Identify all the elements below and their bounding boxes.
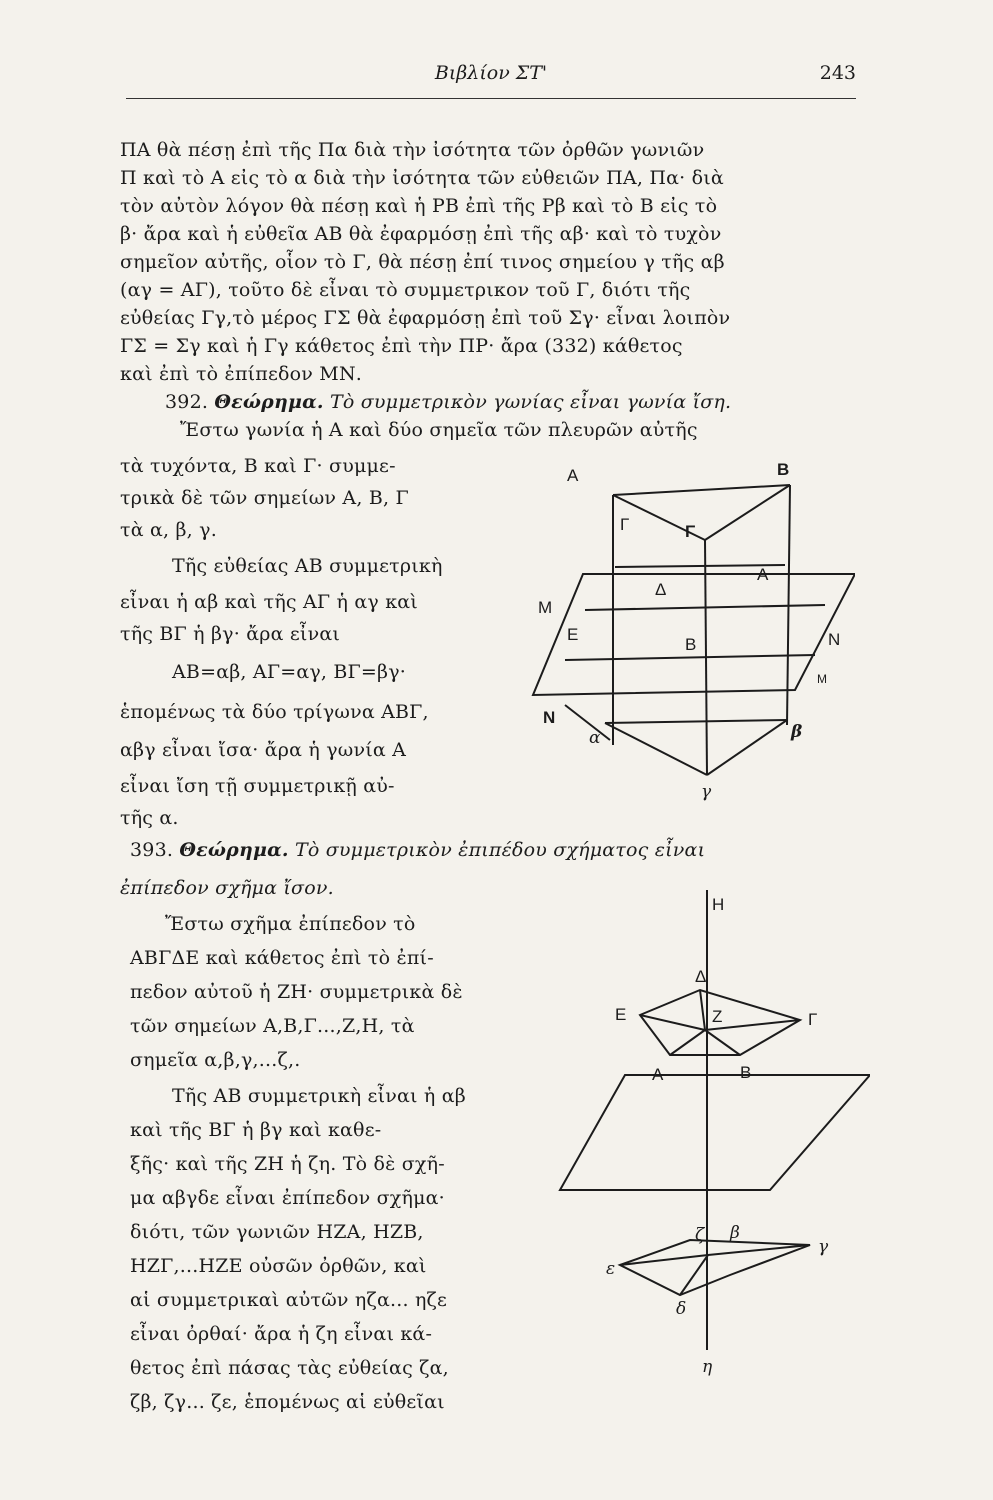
text-line: τὰ τυχόντα, Β καὶ Γ· συμμε- — [120, 455, 396, 477]
text-line: καὶ ἐπὶ τὸ ἐπίπεδον ΜΝ. — [120, 363, 363, 385]
text-line: εἶναι ἡ αβ καὶ τῆς ΑΓ ἡ αγ καὶ — [120, 591, 418, 613]
text-line: τῆς ΒΓ ἡ βγ· ἄρα εἶναι — [120, 623, 340, 645]
label-A: A — [567, 466, 579, 485]
theorem-statement: Τὸ συμμετρικὸν γωνίας εἶναι γωνία ἴση. — [330, 391, 732, 413]
text-line: Ἔστω γωνία ἡ Α καὶ δύο σημεῖα τῶν πλευρῶν αὐτῆς — [180, 419, 698, 441]
label-Alpha-small: Α — [757, 565, 769, 584]
label-Z: Z — [712, 1007, 723, 1026]
text-line: Τῆς ΑΒ συμμετρικὴ εἶναι ἡ αβ — [172, 1085, 466, 1107]
text-line: ξῆς· καὶ τῆς ΖΗ ἡ ζη. Τὸ δὲ σχῆ- — [130, 1153, 445, 1175]
label-N: N — [828, 630, 841, 649]
spoke-za — [670, 1030, 705, 1055]
label-A: A — [652, 1065, 664, 1084]
text-line: ἑπομένως τὰ δύο τρίγωνα ΑΒΓ, — [120, 701, 429, 723]
label-M-lower: M — [817, 672, 827, 686]
label-H: H — [712, 895, 725, 914]
label-B: B — [740, 1063, 752, 1082]
text-line: μα αβγδε εἶναι ἐπίπεδον σχῆμα· — [130, 1187, 445, 1209]
text-line: διότι, τῶν γωνιῶν ΗΖΑ, ΗΖΒ, — [130, 1221, 424, 1243]
text-line: ΗΖΓ,...ΗΖΕ οὐσῶν ὀρθῶν, καὶ — [130, 1255, 427, 1277]
text-line: (αγ = ΑΓ), τοῦτο δὲ εἶναι τὸ συμμετρικον τοῦ Γ, διότι τῆς — [120, 279, 691, 301]
text-line: τῶν σημείων Α,Β,Γ...,Ζ,Η, τὰ — [130, 1015, 415, 1037]
label-gamma: γ — [701, 782, 712, 802]
label-Gamma-small: Γ — [620, 515, 630, 534]
figure-symmetric-angle — [525, 455, 855, 815]
label-alpha: α — [589, 728, 601, 748]
header-rule — [126, 98, 856, 99]
diag-1 — [565, 705, 610, 740]
label-B: B — [777, 460, 790, 479]
text-line: εὐθείας Γγ,τὸ μέρος ΓΣ θὰ ἐφαρμόσῃ ἐπὶ τοῦ Σγ· εἶναι λοιπὸν — [120, 307, 731, 329]
text-line: τὸν αὐτὸν λόγον θὰ πέσῃ καὶ ἡ ΡΒ ἐπὶ τῆς Ρβ καὶ τὸ Β εἰς τὸ — [120, 195, 718, 217]
figure-symmetric-plane-figure — [540, 890, 870, 1390]
page-number: 243 — [819, 62, 856, 84]
text-line: τρικὰ δὲ τῶν σημείων Α, Β, Γ — [120, 487, 409, 509]
text-line: β· ἄρα καὶ ἡ εὐθεῖα ΑΒ θὰ ἐφαρμόσῃ ἐπὶ τῆς αβ· καὶ τὸ τυχὸν — [120, 223, 722, 245]
lower-triangle-bg — [707, 720, 787, 775]
theorem-label: Θεώρημα. — [214, 391, 324, 413]
plane-outline — [560, 1075, 870, 1190]
theorem-number: 393. — [130, 839, 174, 861]
text-line: Τῆς εὐθείας ΑΒ συμμετρικὴ — [172, 555, 443, 577]
text-line: αβγ εἶναι ἴσα· ἄρα ἡ γωνία Α — [120, 739, 407, 761]
label-zeta: ζ — [695, 1225, 705, 1245]
label-epsilon: ε — [606, 1259, 616, 1279]
text-line: σημεῖα α,β,γ,...ζ,. — [130, 1049, 301, 1071]
lower-triangle-ab — [605, 720, 787, 723]
text-line: ΑΒ=αβ, ΑΓ=αγ, ΒΓ=βγ· — [172, 661, 407, 683]
text-line: ΑΒΓΔΕ καὶ κάθετος ἐπὶ τὸ ἐπί- — [130, 947, 434, 969]
theorem-statement: Τὸ συμμετρικὸν ἐπιπέδου σχήματος εἶναι — [295, 839, 706, 861]
label-delta: δ — [676, 1299, 687, 1319]
text-line: εἶναι ὀρθαί· ἄρα ἡ ζη εἶναι κά- — [130, 1323, 433, 1345]
text-line: Ἔστω σχῆμα ἐπίπεδον τὸ — [165, 913, 416, 935]
running-title: Βιβλίον ΣΤ' — [434, 62, 548, 84]
label-Gamma: Γ — [808, 1010, 818, 1029]
text-line: σημεῖον αὐτῆς, οἷον τὸ Γ, θὰ πέσῃ ἐπί τινος σημείου γ τῆς αβ — [120, 251, 725, 273]
theorem-label: Θεώρημα. — [179, 839, 289, 861]
theorem-392-heading — [165, 390, 905, 414]
theorem-393-heading — [130, 838, 870, 862]
label-E: E — [615, 1005, 627, 1024]
lower-triangle-ag — [605, 723, 707, 775]
label-gamma: γ — [818, 1237, 829, 1257]
text-line: πεδον αὐτοῦ ἡ ΖΗ· συμμετρικὰ δὲ — [130, 981, 463, 1003]
label-beta: β — [791, 722, 803, 742]
spoke-zd — [700, 990, 705, 1030]
text-line: ζβ, ζγ... ζε, ἑπομένως αἱ εὐθεῖαι — [130, 1391, 445, 1413]
label-beta: β — [730, 1223, 740, 1243]
text-line: τὰ α, β, γ. — [120, 519, 217, 541]
label-E: Ε — [567, 625, 579, 644]
upper-triangle-bg — [705, 485, 790, 540]
text-line: εἶναι ἴση τῇ συμμετρικῇ αὐ- — [120, 775, 395, 797]
label-Delta: Δ — [655, 580, 667, 599]
theorem-number: 392. — [165, 391, 209, 413]
label-Gamma: Γ — [685, 522, 696, 541]
text-line: Π καὶ τὸ Α εἰς τὸ α διὰ τὴν ἰσότητα τῶν εὐθειῶν ΠΑ, Πα· διὰ — [120, 167, 724, 189]
plane-pr-bottom — [565, 655, 815, 660]
text-line: καὶ τῆς ΒΓ ἡ βγ καὶ καθε- — [130, 1119, 382, 1141]
page-header — [126, 62, 856, 92]
text-line: ΓΣ = Σγ καὶ ἡ Γγ κάθετος ἐπὶ τὴν ΠΡ· ἄρα (332) κάθετος — [120, 335, 683, 357]
label-N-lower: N — [543, 708, 556, 727]
theorem-statement-cont: ἐπίπεδον σχῆμα ἴσον. — [120, 877, 334, 899]
label-M: M — [538, 598, 553, 617]
label-B-small: Β — [685, 635, 697, 654]
text-line: ΠΑ θὰ πέσῃ ἐπὶ τῆς Πα διὰ τὴν ἰσότητα τῶν ὀρθῶν γωνιῶν — [120, 139, 705, 161]
spoke-zb — [705, 1030, 740, 1055]
upper-triangle-ab — [613, 485, 790, 495]
text-line: τῆς α. — [120, 807, 179, 829]
text-line: θετος ἐπὶ πάσας τὰς εὐθείας ζα, — [130, 1357, 449, 1379]
label-Delta: Δ — [695, 967, 707, 986]
text-line: αἱ συμμετρικαὶ αὐτῶν ηζα... ηζε — [130, 1289, 448, 1311]
label-eta: η — [702, 1357, 713, 1377]
